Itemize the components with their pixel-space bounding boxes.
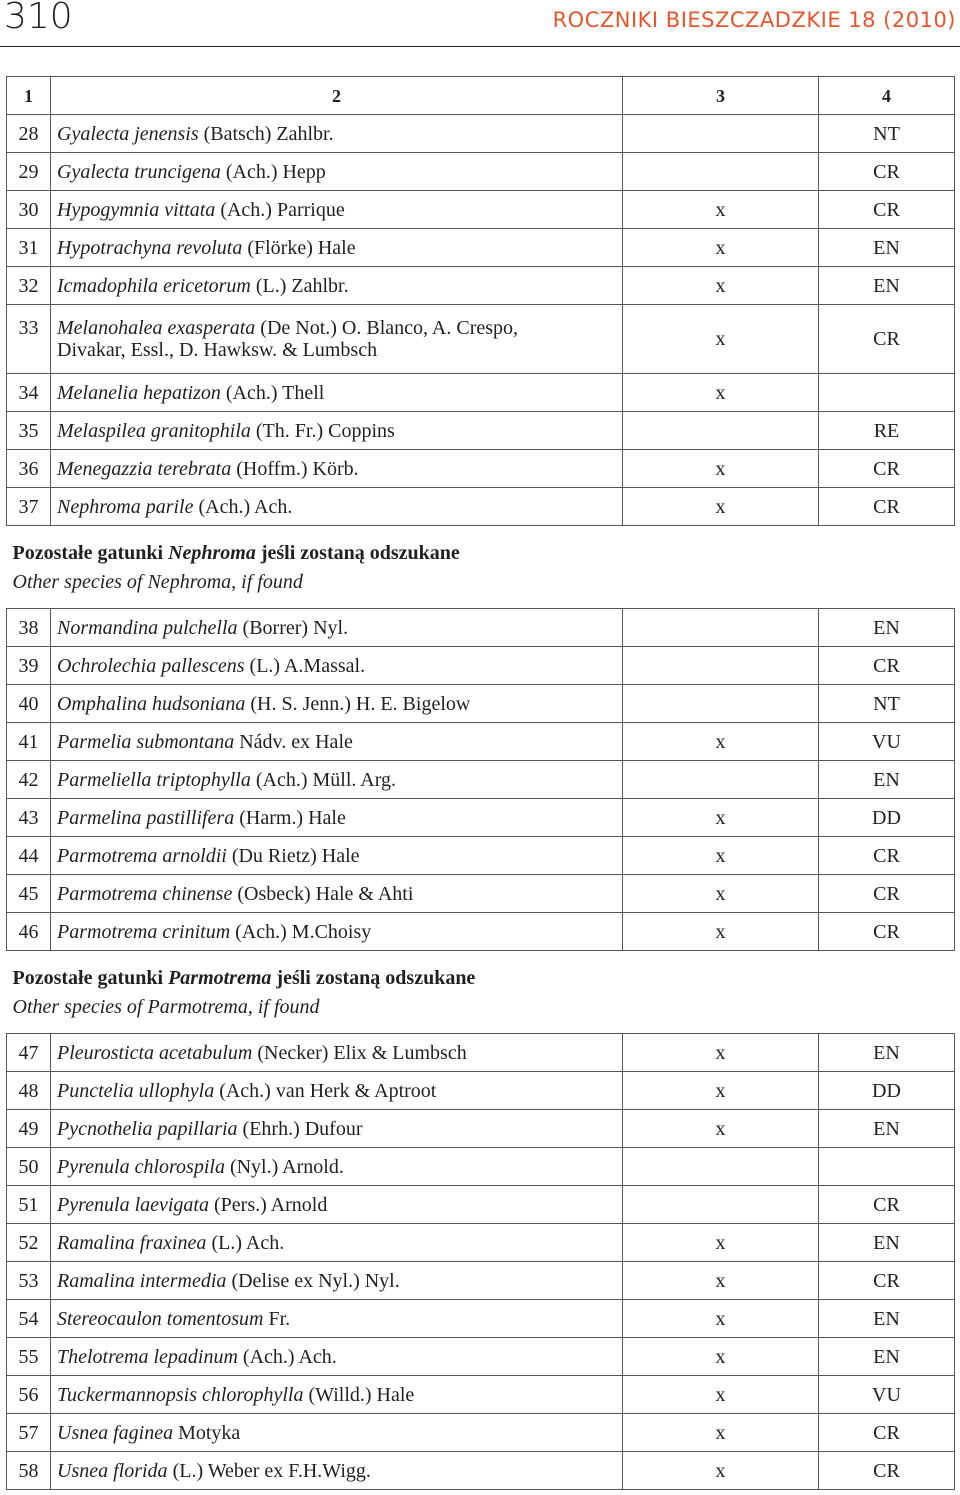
section-heading-row (7, 526, 955, 609)
table-row (7, 647, 955, 685)
species-cell (51, 799, 623, 837)
header-rule (0, 46, 960, 47)
section-heading (7, 526, 955, 609)
species-cell (51, 374, 623, 412)
row-number: 46 (7, 913, 51, 951)
species-author: (Du Rietz) Hale (226, 844, 360, 867)
row-number: 49 (7, 1110, 51, 1148)
threat-category: CR (819, 305, 955, 374)
species-name: Hypotrachyna revoluta (57, 236, 243, 259)
section-title-genus: Parmotrema (168, 967, 272, 989)
species-cell (51, 1300, 623, 1338)
species-name: Parmeliella triptophylla (57, 768, 251, 791)
species-author: (Pers.) Arnold (209, 1193, 328, 1216)
species-table (6, 76, 955, 1490)
row-number: 45 (7, 875, 51, 913)
row-number: 42 (7, 761, 51, 799)
species-author: (Flörke) Hale (242, 236, 356, 259)
section-heading (7, 951, 955, 1034)
column-3-mark: x (623, 191, 819, 229)
species-cell (51, 647, 623, 685)
table-row (7, 115, 955, 153)
species-author: (L.) Ach. (206, 1231, 285, 1254)
column-header-2: 2 (51, 77, 623, 115)
species-author: (Ach.) Thell (220, 381, 325, 404)
species-name: Parmotrema chinense (57, 882, 233, 905)
column-3-mark: x (623, 1300, 819, 1338)
row-number: 30 (7, 191, 51, 229)
species-cell (51, 609, 623, 647)
column-3-mark: x (623, 450, 819, 488)
threat-category: CR (819, 153, 955, 191)
species-cell (51, 229, 623, 267)
species-author: (Ach.) Müll. Arg. (250, 768, 397, 791)
table-row (7, 1148, 955, 1186)
species-author: (Th. Fr.) Coppins (250, 419, 395, 442)
species-author: (Ach.) Ach. (193, 495, 293, 518)
species-cell (51, 913, 623, 951)
row-number: 31 (7, 229, 51, 267)
column-header-1: 1 (7, 77, 51, 115)
table-row (7, 913, 955, 951)
column-3-mark: x (623, 1034, 819, 1072)
threat-category (819, 374, 955, 412)
species-cell (51, 488, 623, 526)
species-cell (51, 115, 623, 153)
row-number: 57 (7, 1414, 51, 1452)
table-row (7, 488, 955, 526)
species-cell (51, 1452, 623, 1490)
species-author: (H. S. Jenn.) H. E. Bigelow (245, 692, 471, 715)
column-3-mark: x (623, 1376, 819, 1414)
section-heading-row (7, 951, 955, 1034)
column-3-mark: x (623, 1414, 819, 1452)
species-author: (Nyl.) Arnold. (224, 1155, 344, 1178)
species-author: Nádv. ex Hale (234, 730, 353, 753)
section-title-suffix: jeśli zostaną odszukane (255, 542, 460, 564)
table-row (7, 1110, 955, 1148)
column-3-mark: x (623, 229, 819, 267)
row-number: 38 (7, 609, 51, 647)
species-name: Stereocaulon tomentosum (57, 1307, 264, 1330)
row-number: 47 (7, 1034, 51, 1072)
species-cell (51, 1262, 623, 1300)
row-number: 44 (7, 837, 51, 875)
row-number: 29 (7, 153, 51, 191)
row-number: 50 (7, 1148, 51, 1186)
threat-category: EN (819, 229, 955, 267)
species-name: Pyrenula chlorospila (57, 1155, 225, 1178)
species-name: Tuckermannopsis chlorophylla (57, 1383, 304, 1406)
threat-category: CR (819, 1262, 955, 1300)
column-3-mark: x (623, 913, 819, 951)
row-number: 36 (7, 450, 51, 488)
table-row (7, 1072, 955, 1110)
threat-category: CR (819, 647, 955, 685)
species-author: (Harm.) Hale (234, 806, 346, 829)
species-cell (51, 723, 623, 761)
column-3-mark: x (623, 875, 819, 913)
row-number: 41 (7, 723, 51, 761)
species-cell (51, 267, 623, 305)
table-row (7, 837, 955, 875)
species-name: Parmelia submontana (57, 730, 235, 753)
species-cell (51, 1338, 623, 1376)
species-name: Melanelia hepatizon (57, 381, 221, 404)
row-number: 40 (7, 685, 51, 723)
column-3-mark (623, 761, 819, 799)
column-header-3: 3 (623, 77, 819, 115)
row-number: 39 (7, 647, 51, 685)
column-3-mark: x (623, 1224, 819, 1262)
row-number: 32 (7, 267, 51, 305)
column-3-mark (623, 1186, 819, 1224)
species-author: (Ach.) Parrique (215, 198, 345, 221)
row-number: 51 (7, 1186, 51, 1224)
column-3-mark (623, 153, 819, 191)
species-author: (Necker) Elix & Lumbsch (252, 1041, 467, 1064)
threat-category: EN (819, 1300, 955, 1338)
column-3-mark (623, 685, 819, 723)
section-title-genus: Nephroma (168, 542, 256, 564)
threat-category: CR (819, 913, 955, 951)
table-row (7, 1186, 955, 1224)
species-author: (Batsch) Zahlbr. (198, 122, 334, 145)
species-cell (51, 1072, 623, 1110)
species-author: (Ach.) Hepp (220, 160, 326, 183)
row-number: 33 (7, 305, 51, 374)
row-number: 43 (7, 799, 51, 837)
table-row (7, 1262, 955, 1300)
table-row (7, 450, 955, 488)
species-name: Parmotrema crinitum (57, 920, 231, 943)
species-name: Icmadophila ericetorum (57, 274, 251, 297)
threat-category: CR (819, 875, 955, 913)
column-3-mark: x (623, 1072, 819, 1110)
row-number: 28 (7, 115, 51, 153)
species-cell (51, 1148, 623, 1186)
row-number: 58 (7, 1452, 51, 1490)
threat-category: DD (819, 799, 955, 837)
species-author: (Ach.) M.Choisy (230, 920, 372, 943)
row-number: 53 (7, 1262, 51, 1300)
table-row (7, 229, 955, 267)
species-author: (Delise ex Nyl.) Nyl. (226, 1269, 400, 1292)
threat-category: CR (819, 837, 955, 875)
column-3-mark: x (623, 1262, 819, 1300)
threat-category: CR (819, 1186, 955, 1224)
species-table-body (7, 77, 955, 1490)
page-header (0, 0, 960, 44)
column-3-mark (623, 412, 819, 450)
row-number: 55 (7, 1338, 51, 1376)
table-row (7, 1376, 955, 1414)
column-3-mark: x (623, 374, 819, 412)
species-cell (51, 761, 623, 799)
column-3-mark: x (623, 267, 819, 305)
table-row (7, 374, 955, 412)
species-cell (51, 837, 623, 875)
section-title-suffix: jeśli zostaną odszukane (271, 967, 476, 989)
species-author: (Ehrh.) Dufour (237, 1117, 363, 1140)
threat-category: CR (819, 488, 955, 526)
threat-category: NT (819, 685, 955, 723)
species-cell (51, 191, 623, 229)
row-number: 56 (7, 1376, 51, 1414)
row-number: 35 (7, 412, 51, 450)
species-name: Usnea florida (57, 1459, 168, 1482)
species-author: (De Not.) O. Blanco, A. Crespo, (255, 317, 519, 339)
table-row (7, 1338, 955, 1376)
threat-category: EN (819, 1110, 955, 1148)
species-cell (51, 1186, 623, 1224)
section-title-en: Other species of Parmotrema, if found (12, 996, 320, 1018)
species-name: Thelotrema lepadinum (57, 1345, 238, 1368)
column-header-4: 4 (819, 77, 955, 115)
species-author: (L.) Weber ex F.H.Wigg. (167, 1459, 371, 1482)
table-row (7, 1414, 955, 1452)
section-title-pl (13, 964, 951, 993)
species-cell (51, 305, 623, 374)
column-3-mark (623, 1148, 819, 1186)
column-3-mark: x (623, 799, 819, 837)
threat-category: EN (819, 609, 955, 647)
species-name: Pleurosticta acetabulum (57, 1041, 253, 1064)
species-name: Melaspilea granitophila (57, 419, 251, 442)
threat-category: NT (819, 115, 955, 153)
species-cell (51, 1414, 623, 1452)
row-number: 37 (7, 488, 51, 526)
table-row (7, 191, 955, 229)
threat-category: CR (819, 450, 955, 488)
column-3-mark: x (623, 1338, 819, 1376)
table-row (7, 609, 955, 647)
species-author: (L.) Zahlbr. (250, 274, 349, 297)
column-3-mark (623, 647, 819, 685)
row-number: 48 (7, 1072, 51, 1110)
threat-category: CR (819, 191, 955, 229)
species-author: (L.) A.Massal. (244, 654, 366, 677)
threat-category: DD (819, 1072, 955, 1110)
threat-category: RE (819, 412, 955, 450)
section-title-en: Other species of Nephroma, if found (12, 571, 303, 593)
threat-category: VU (819, 1376, 955, 1414)
column-3-mark: x (623, 837, 819, 875)
column-3-mark: x (623, 305, 819, 374)
species-author: (Osbeck) Hale & Ahti (232, 882, 414, 905)
threat-category: EN (819, 1338, 955, 1376)
species-cell (51, 450, 623, 488)
table-row (7, 305, 955, 374)
species-name: Pyrenula laevigata (57, 1193, 209, 1216)
species-name: Parmotrema arnoldii (57, 844, 227, 867)
running-title: ROCZNIKI BIESZCZADZKIE 18 (2010) (552, 8, 956, 32)
threat-category: EN (819, 267, 955, 305)
table-row (7, 412, 955, 450)
species-cell (51, 1110, 623, 1148)
species-name: Punctelia ullophyla (57, 1079, 215, 1102)
column-3-mark: x (623, 488, 819, 526)
species-name: Normandina pulchella (57, 616, 238, 639)
species-name: Parmelina pastillifera (57, 806, 235, 829)
species-name: Gyalecta truncigena (57, 160, 221, 183)
species-cell (51, 685, 623, 723)
species-cell (51, 1224, 623, 1262)
species-cell (51, 153, 623, 191)
threat-category: EN (819, 1034, 955, 1072)
species-name: Ochrolechia pallescens (57, 654, 245, 677)
table-row (7, 1034, 955, 1072)
threat-category: CR (819, 1414, 955, 1452)
section-title-prefix: Pozostałe gatunki (12, 967, 169, 989)
table-row (7, 153, 955, 191)
row-number: 52 (7, 1224, 51, 1262)
species-author: (Ach.) van Herk & Aptroot (214, 1079, 437, 1102)
threat-category: EN (819, 761, 955, 799)
row-number: 34 (7, 374, 51, 412)
species-name: Usnea faginea (57, 1421, 174, 1444)
page-number: 310 (4, 0, 73, 37)
row-number: 54 (7, 1300, 51, 1338)
table-row (7, 685, 955, 723)
section-title-prefix: Pozostałe gatunki (12, 542, 169, 564)
table-row (7, 761, 955, 799)
column-3-mark: x (623, 723, 819, 761)
table-row (7, 1452, 955, 1490)
table-row (7, 267, 955, 305)
species-name: Ramalina intermedia (57, 1269, 227, 1292)
species-cell (51, 1376, 623, 1414)
species-author: (Ach.) Ach. (237, 1345, 337, 1368)
species-cell (51, 412, 623, 450)
table-row (7, 875, 955, 913)
species-author: Fr. (263, 1307, 291, 1330)
species-author: (Borrer) Nyl. (237, 616, 349, 639)
table-row (7, 1224, 955, 1262)
table-row (7, 723, 955, 761)
section-title-pl (13, 539, 951, 568)
species-name: Hypogymnia vittata (57, 198, 216, 221)
species-name: Pycnothelia papillaria (57, 1117, 238, 1140)
species-author: Motyka (173, 1421, 241, 1444)
threat-category: CR (819, 1452, 955, 1490)
species-name: Ramalina fraxinea (57, 1231, 207, 1254)
species-name: Gyalecta jenensis (57, 122, 199, 145)
species-name: Melanohalea exasperata (57, 317, 256, 339)
threat-category (819, 1148, 955, 1186)
table-row (7, 1300, 955, 1338)
species-author: (Hoffm.) Körb. (231, 457, 359, 480)
species-author: (Willd.) Hale (303, 1383, 415, 1406)
column-3-mark: x (623, 1110, 819, 1148)
species-name: Nephroma parile (57, 495, 194, 518)
threat-category: VU (819, 723, 955, 761)
species-cell (51, 875, 623, 913)
species-name: Omphalina hudsoniana (57, 692, 246, 715)
column-3-mark (623, 115, 819, 153)
table-row (7, 799, 955, 837)
species-author-line2: Divakar, Essl., D. Hawksw. & Lumbsch (57, 339, 378, 361)
table-header-row (7, 77, 955, 115)
species-name: Menegazzia terebrata (57, 457, 232, 480)
column-3-mark: x (623, 1452, 819, 1490)
column-3-mark (623, 609, 819, 647)
species-cell (51, 1034, 623, 1072)
threat-category: EN (819, 1224, 955, 1262)
